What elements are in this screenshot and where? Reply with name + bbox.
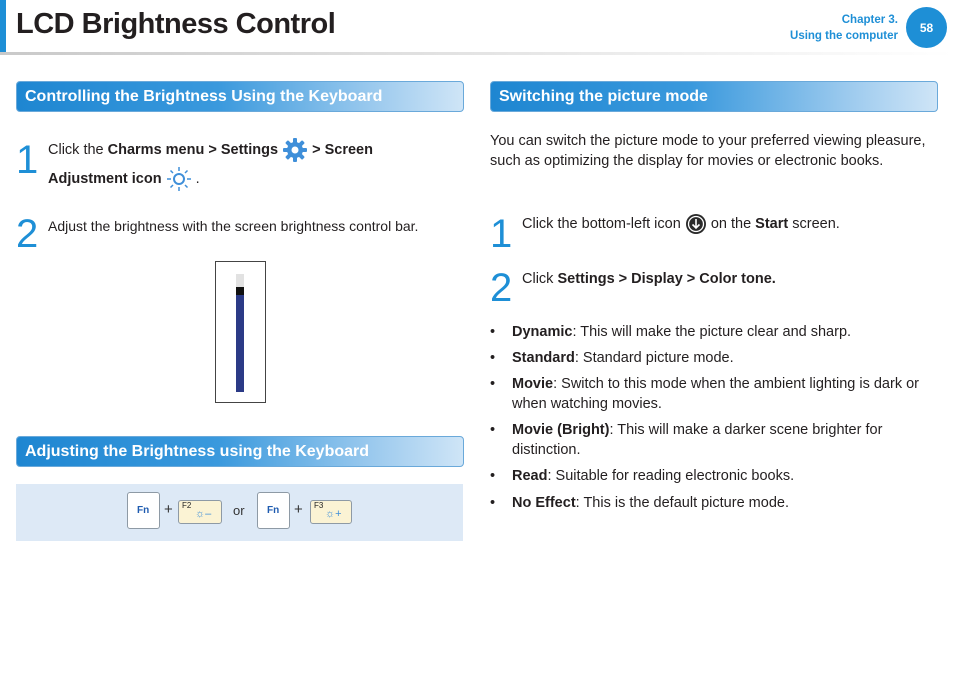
section-heading-keyboard-brightness-2: Adjusting the Brightness using the Keyboard xyxy=(16,436,464,467)
right-step-1-mid: on the xyxy=(706,216,756,232)
settings-gear-icon xyxy=(282,137,308,163)
chapter-subtitle: Using the computer xyxy=(790,30,898,42)
fn-key-label: Fn xyxy=(267,505,280,516)
step-1-screen: > Screen xyxy=(308,142,373,158)
title-accent-bar xyxy=(0,0,6,52)
step-1-text xyxy=(48,136,458,194)
bullet-desc: : This will make the picture clear and sharp. xyxy=(572,324,852,340)
bullet-dot: • xyxy=(490,422,496,438)
header-divider xyxy=(0,52,954,55)
color-tone-path: Settings > Display > Color tone. xyxy=(557,271,776,287)
brightness-slider-thumb xyxy=(236,287,244,295)
down-arrow-circle-icon xyxy=(685,213,707,235)
section-heading-keyboard-brightness: Controlling the Brightness Using the Keyboard xyxy=(16,81,464,112)
brightness-level-fill xyxy=(236,295,244,392)
bullet-term: Movie (Bright) xyxy=(512,422,610,438)
list-item xyxy=(490,322,936,342)
list-item xyxy=(490,466,936,486)
bullet-term: No Effect xyxy=(512,495,576,511)
step-1-charms-settings: Charms menu > Settings xyxy=(107,142,279,158)
plus-sign: + xyxy=(294,501,303,518)
brightness-sun-icon xyxy=(166,166,192,192)
bullet-term: Movie xyxy=(512,376,554,392)
start-label: Start xyxy=(755,216,789,232)
list-item xyxy=(490,374,936,414)
step-1-prefix: Click the xyxy=(48,142,108,158)
bullet-dot: • xyxy=(490,468,496,484)
bullet-dot: • xyxy=(490,376,496,392)
chapter-label xyxy=(790,12,898,44)
brightness-control-bar xyxy=(215,261,266,403)
step-number: 1 xyxy=(16,138,39,182)
section-heading-picture-mode: Switching the picture mode xyxy=(490,81,938,112)
bullet-dot: • xyxy=(490,350,496,366)
f3-key xyxy=(310,500,352,524)
step-number: 2 xyxy=(490,266,513,310)
or-label: or xyxy=(233,503,245,518)
list-item xyxy=(490,348,936,368)
bullet-term: Read xyxy=(512,468,548,484)
fn-key-2 xyxy=(257,492,290,529)
bullet-desc: : Suitable for reading electronic books. xyxy=(547,468,795,484)
page-title: LCD Brightness Control xyxy=(16,8,336,40)
step-1-adjustment-icon-label: Adjustment icon xyxy=(48,171,162,187)
bullet-desc: : This is the default picture mode. xyxy=(575,495,789,511)
plus-sign: + xyxy=(164,501,173,518)
list-item xyxy=(490,420,936,460)
right-step-1-suffix: screen. xyxy=(788,216,840,232)
right-step-1-text xyxy=(522,210,942,239)
bullet-term: Dynamic xyxy=(512,324,573,340)
keyboard-shortcut-panel xyxy=(16,484,463,541)
brightness-track xyxy=(236,274,244,392)
f2-key xyxy=(178,500,222,524)
bullet-dot: • xyxy=(490,495,496,511)
step-number: 1 xyxy=(490,212,513,256)
right-step-1-prefix: Click the bottom-left icon xyxy=(522,216,685,232)
bullet-term: Standard xyxy=(512,350,575,366)
brightness-up-icon: ☼+ xyxy=(325,508,342,520)
bullet-desc: : Standard picture mode. xyxy=(574,350,734,366)
bullet-desc: : Switch to this mode when the ambient lighting is dark or when watching movies. xyxy=(512,376,919,412)
chapter-number: Chapter 3. xyxy=(841,14,898,26)
list-item xyxy=(490,493,936,513)
intro-paragraph: You can switch the picture mode to your preferred viewing pleasure, such as optimizing the display for movies or electronic books. xyxy=(490,133,926,169)
f3-key-label: F3 xyxy=(314,501,324,510)
right-step-2-prefix: Click xyxy=(522,271,558,287)
bullet-desc: : This will make a darker scene brighter for distinction. xyxy=(512,422,883,458)
right-step-2-text xyxy=(522,265,942,294)
page-number-badge: 58 xyxy=(906,7,947,48)
step-1-suffix: . xyxy=(191,171,200,187)
f2-key-label: F2 xyxy=(182,501,192,510)
step-2-text: Adjust the brightness with the screen brightness control bar. xyxy=(48,218,419,234)
fn-key xyxy=(127,492,160,529)
brightness-down-icon: ☼– xyxy=(195,508,212,520)
fn-key-label: Fn xyxy=(137,505,150,516)
bullet-dot: • xyxy=(490,324,496,340)
step-number: 2 xyxy=(16,212,39,256)
